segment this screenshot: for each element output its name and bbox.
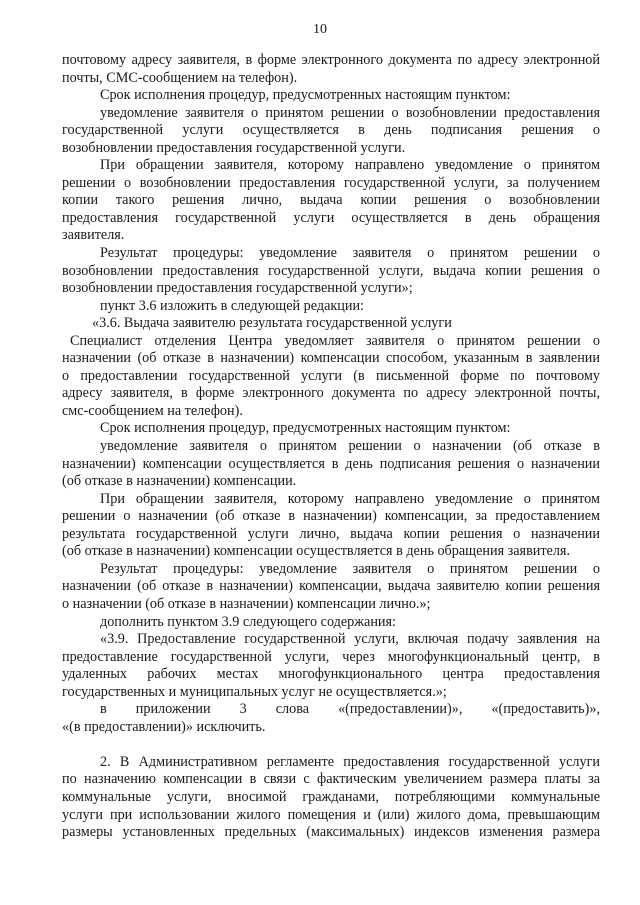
text-line: смс-сообщением на телефон). bbox=[62, 402, 243, 419]
text-line: коммунальные услуги, вносимой гражданами, потребляющими коммунальные bbox=[62, 788, 600, 805]
text-line: (об отказе в назначении) компенсации. bbox=[62, 473, 297, 490]
text-line: в приложении 3 слова «(предоставлении)», «(предоставить)», bbox=[100, 701, 600, 718]
text-line: предоставления государственной услуги осуществляется в день обращения bbox=[62, 209, 600, 226]
text-line: удаленных рабочих местах многофункционального центра предоставления bbox=[62, 666, 600, 683]
text-line: возобновлении предоставления государственной услуги. bbox=[62, 139, 406, 156]
text-line: уведомление заявителя о принятом решении о назначении (об отказе в bbox=[100, 438, 600, 455]
text-line: назначении) компенсации осуществляется в день подписания решения о назначении bbox=[62, 455, 600, 472]
text-line: услуги при использовании жилого помещения и (или) жилого дома, превышающим bbox=[62, 806, 600, 823]
text-line: решении о возобновлении предоставления государственной услуги, за получением bbox=[62, 174, 600, 191]
text-line: назначении (об отказе в назначении) компенсации, выдача заявителю копии решения bbox=[62, 578, 600, 595]
text-line: возобновлении предоставления государственной услуги»; bbox=[62, 280, 413, 297]
paragraph-gap bbox=[62, 736, 600, 754]
text-line: почтовому адресу заявителя, в форме электронного документа по адресу электронной bbox=[62, 52, 600, 68]
text-line: 2. В Административном регламенте предоставления государственной услуги bbox=[100, 753, 600, 770]
text-line: о назначении (об отказе в назначении) компенсации лично.»; bbox=[62, 595, 431, 612]
text-line: государственных и муниципальных услуг не осуществляется.»; bbox=[62, 683, 447, 700]
text-line: по назначению компенсации в связи с фактическим увеличением размера платы за bbox=[62, 771, 600, 788]
text-line: При обращении заявителя, которому направлено уведомление о принятом bbox=[100, 490, 600, 507]
text-line: о предоставлении государственной услуги (в письменной форме по почтовому bbox=[62, 367, 600, 384]
text-line: Срок исполнения процедур, предусмотренных настоящим пунктом: bbox=[100, 420, 511, 437]
text-line: «3.6. Выдача заявителю результата государственной услуги bbox=[92, 315, 452, 332]
text-line: (об отказе в назначении) компенсации осуществляется в день обращения заявителя. bbox=[62, 543, 571, 560]
text-line: назначении (об отказе в назначении) компенсации способом, указанным в заявлении bbox=[62, 350, 600, 367]
text-line: возобновлении предоставления государственной услуги, выдача копии решения о bbox=[62, 262, 600, 279]
text-line: почты, СМС-сообщением на телефон). bbox=[62, 69, 298, 86]
page-number: 10 bbox=[313, 22, 327, 37]
text-line: уведомление заявителя о принятом решении о возобновлении предоставления bbox=[100, 104, 600, 121]
text-line: заявителя. bbox=[62, 227, 125, 244]
text-line: адресу заявителя, в форме электронного документа по адресу электронной почты, bbox=[62, 385, 600, 402]
text-line: «3.9. Предоставление государственной услуги, включая подачу заявления на bbox=[100, 631, 600, 648]
text-line: Результат процедуры: уведомление заявителя о принятом решении о bbox=[100, 245, 600, 262]
text-line: Результат процедуры: уведомление заявителя о принятом решении о bbox=[100, 560, 600, 577]
text-line: пункт 3.6 изложить в следующей редакции: bbox=[100, 297, 364, 314]
text-line: дополнить пунктом 3.9 следующего содержания: bbox=[100, 613, 396, 630]
text-line: решении о назначении (об отказе в назначении) компенсации, за предоставлением bbox=[62, 508, 600, 525]
text-line: предоставление государственной услуги, через многофункциональный центр, в bbox=[62, 648, 600, 665]
document-body bbox=[62, 52, 600, 842]
text-line: результата государственной услуги лично, выдача копии решения о назначении bbox=[62, 525, 600, 542]
text-line: Специалист отделения Центра уведомляет заявителя о принятом решении о bbox=[70, 332, 600, 349]
text-line: размеры установленных предельных (максимальных) индексов изменения размера bbox=[62, 824, 600, 841]
text-line: государственной услуги осуществляется в день подписания решения о bbox=[62, 122, 600, 139]
text-line: копии такого решения лично, выдача копии решения о возобновлении bbox=[62, 192, 600, 209]
text-line: При обращении заявителя, которому направлено уведомление о принятом bbox=[100, 157, 600, 174]
text-line: «(в предоставлении)» исключить. bbox=[62, 718, 266, 735]
text-line: Срок исполнения процедур, предусмотренных настоящим пунктом: bbox=[100, 87, 511, 104]
